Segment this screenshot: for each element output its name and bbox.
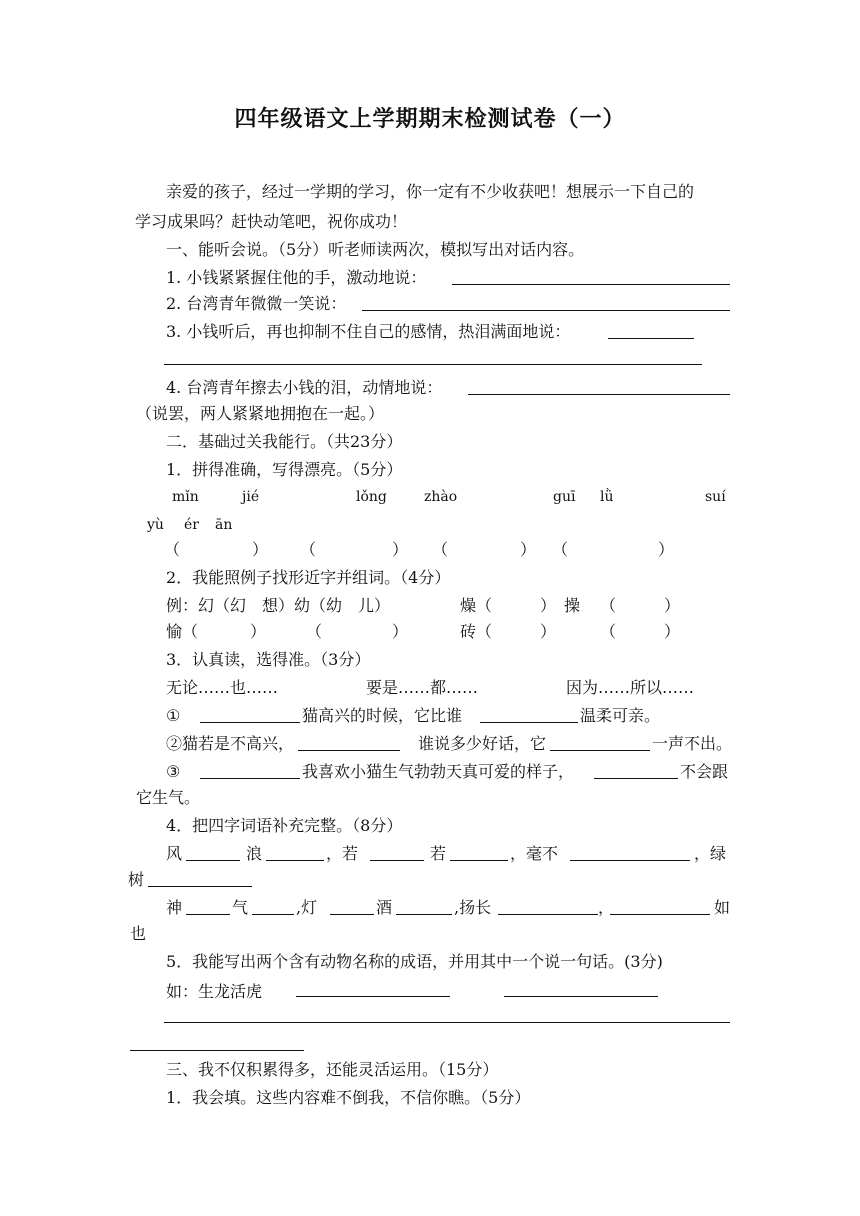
sec2-p3-s1-num: ① [166,706,181,725]
sec2-p2-char-2-close: ） [664,596,681,615]
sec1-q4-end: （说罢，两人紧紧地拥抱在一起。） [136,404,385,423]
sec2-p4-heading: 4．把四字词语补充完整。（8分） [166,816,403,835]
sec2-p5-example: 如：生龙活虎 [166,982,263,1001]
sec1-q2-text: 2. 台湾青年微微一笑说： [166,294,347,313]
page-title: 四年级语文上学期期末检测试卷（一） [234,106,626,132]
sec2-p3-s1-b: 温柔可亲。 [580,706,661,725]
sec2-p3-s3-blank-1[interactable] [200,778,300,779]
sec2-p2-char-3-open: （ [182,622,199,641]
sec2-p2-char-1-open: （ [476,596,493,615]
section-3-heading: 三、我不仅积累得多，还能灵活运用。（15分） [166,1060,499,1079]
pinyin-2: jié [242,489,260,505]
sec2-p2-blank-close: ） [392,622,409,641]
pinyin-7: suí [705,489,726,505]
sec1-q4-answer-line[interactable] [468,394,730,395]
sec1-q3-answer-line-1[interactable] [608,338,694,339]
sec2-p4-r2-w2: 气 [232,898,249,917]
sec2-p2-example: 例：幻（幻 想）幼（幼 儿） [166,596,391,615]
sec2-p1-heading: 1．拼得准确，写得漂亮。（5分） [166,460,403,479]
sec2-p2-blank2-open: （ [600,622,617,641]
sec2-p2-char-3: 愉 [166,622,183,641]
pinyin-5: guī [553,489,576,505]
sec2-p3-s2-c: 一声不出。 [652,734,733,753]
pinyin-answer-4-open: （ [552,540,569,559]
sec2-p2-char-2: 操 [564,596,581,615]
sec1-q3-answer-line-2[interactable] [164,364,702,365]
pinyin-6: lǜ [600,489,614,505]
sec1-q2-answer-line[interactable] [362,310,730,311]
sec2-p4-r2-blank-6[interactable] [610,914,710,915]
sec1-q4-text: 4. 台湾青年擦去小钱的泪，动情地说： [166,378,443,397]
pinyin-answer-2-close: ） [392,540,409,559]
sec2-p4-r2-blank-5[interactable] [498,914,598,915]
sec2-p4-r1-w1: 风 [166,844,183,863]
sec2-p3-s3-b: 不会跟 [680,762,729,781]
pinyin-answer-3-open: （ [432,540,449,559]
sec2-p4-r1-blank-6[interactable] [148,886,252,887]
sec2-p2-heading: 2．我能照例子找形近字并组词。（4分） [166,568,451,587]
sec1-q3-text: 3. 小钱听后，再也抑制不住自己的感情，热泪满面地说： [166,322,571,341]
sec2-p2-char-2-open: （ [600,596,617,615]
sec2-p4-r2-w4: 酒 [376,898,393,917]
sec2-p3-s1-blank-1[interactable] [200,722,300,723]
sec2-p2-char-1-close: ） [540,596,557,615]
sec2-p3-s2-blank-1[interactable] [298,750,400,751]
pinyin-10: ān [215,517,233,533]
sec2-p2-blank2-close: ） [664,622,681,641]
pinyin-9: ér [184,517,199,533]
sec2-p3-s1-a: 猫高兴的时候，它比谁 [302,706,463,725]
sec2-p3-s3-c: 它生气。 [136,788,201,807]
intro-line-1: 亲爱的孩子，经过一学期的学习，你一定有不少收获吧！想展示一下自己的 [166,182,695,201]
sec2-p4-r1-blank-4[interactable] [450,860,508,861]
sec2-p3-s2-blank-2[interactable] [550,750,650,751]
sec2-p5-sentence-line-2[interactable] [130,1050,304,1051]
pinyin-3: lǒng [356,489,387,505]
sec2-p4-r1-w4: 若 [430,844,447,863]
sec2-p4-r2-end: 也 [130,924,147,943]
sec1-q4 [166,378,442,398]
sec2-p4-r1-blank-1[interactable] [186,860,240,861]
sec2-p4-r2-w6: ， [598,898,615,917]
sec2-p4-r1-blank-2[interactable] [266,860,324,861]
sec2-p4-r1-blank-3[interactable] [370,860,424,861]
sec2-p2-char-1: 燥 [460,596,477,615]
sec2-p3-option-3: 因为……所以…… [566,678,695,697]
sec2-p4-r1-w6: ，绿 [694,844,727,863]
sec2-p4-r2-blank-1[interactable] [186,914,230,915]
sec2-p4-r1-w2: 浪 [246,844,263,863]
sec2-p5-blank-2[interactable] [504,996,658,997]
sec2-p2-blank-open: （ [306,622,323,641]
pinyin-answer-4-close: ） [658,540,675,559]
sec2-p3-s2-a: ②猫若是不高兴， [166,734,295,753]
pinyin-answer-2-open: （ [300,540,317,559]
sec2-p2-char-4-close: ） [540,622,557,641]
sec2-p3-s2-b: 谁说多少好话，它 [418,734,547,753]
sec2-p5-heading: 5．我能写出两个含有动物名称的成语，并用其中一个说一句话。(3分) [166,952,663,971]
sec2-p4-r1-blank-5[interactable] [570,860,690,861]
pinyin-1: mǐn [172,489,199,505]
sec2-p3-s3-a: 我喜欢小猫生气勃勃天真可爱的样子， [302,762,575,781]
sec2-p4-r1-end: 树 [128,870,145,889]
pinyin-answer-3-close: ） [520,540,537,559]
sec2-p2-char-4-open: （ [476,622,493,641]
pinyin-4: zhào [424,489,458,505]
sec1-q2 [166,294,346,314]
sec2-p2-char-3-close: ） [250,622,267,641]
sec2-p3-s1-blank-2[interactable] [480,722,578,723]
pinyin-answer-1-open: （ [164,540,181,559]
sec3-q1: 1．我会填。这些内容难不倒我，不信你瞧。（5分） [166,1088,531,1107]
sec2-p3-heading: 3．认真读，选得准。（3分） [166,650,371,669]
sec2-p3-option-2: 要是……都…… [366,678,479,697]
sec2-p5-sentence-line-1[interactable] [164,1022,730,1023]
sec2-p4-r1-w5: ，毫不 [510,844,559,863]
sec2-p5-blank-1[interactable] [296,996,450,997]
sec2-p4-r2-w7: 如 [714,898,731,917]
section-2-heading: 二．基础过关我能行。（共23分） [166,432,403,451]
section-1-heading: 一、能听会说。（5分）听老师读两次，模拟写出对话内容。 [166,240,585,259]
sec2-p4-r2-w3: ,灯 [296,898,318,917]
pinyin-8: yù [147,517,164,533]
pinyin-answer-1-close: ） [252,540,269,559]
sec2-p4-r2-blank-2[interactable] [252,914,294,915]
sec1-q3 [166,322,570,342]
sec1-q1-text: 1. 小钱紧紧握住他的手，激动地说： [166,268,427,287]
sec2-p3-s3-num: ③ [166,762,181,781]
sec2-p3-s3-blank-2[interactable] [594,778,678,779]
sec1-q1 [166,268,426,288]
sec2-p4-r2-blank-4[interactable] [396,914,452,915]
sec1-q1-answer-line[interactable] [452,284,730,285]
sec2-p4-r2-w5: ,扬长 [454,898,492,917]
sec2-p4-r1-w3: ，若 [326,844,359,863]
sec2-p4-r2-w1: 神 [166,898,183,917]
sec2-p3-option-1: 无论……也…… [166,678,279,697]
sec2-p4-r2-blank-3[interactable] [330,914,374,915]
intro-line-2: 学习成果吗？赶快动笔吧，祝你成功！ [135,212,408,231]
sec2-p2-char-4: 砖 [460,622,477,641]
